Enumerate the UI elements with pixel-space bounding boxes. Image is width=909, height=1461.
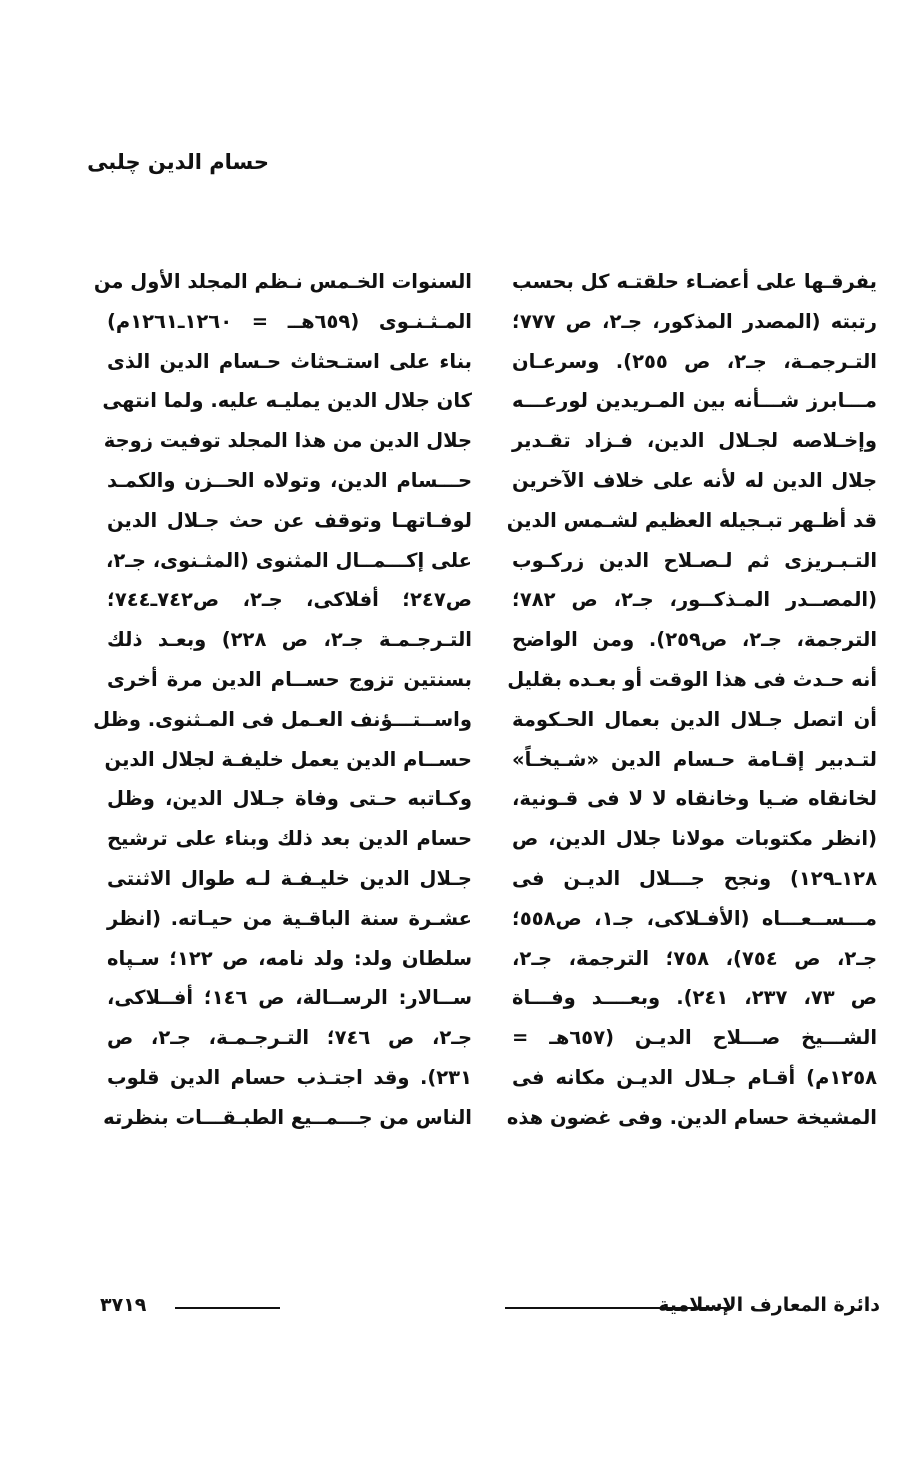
text-line: لوفـاتهـا وتوقف عن حث جـلال الدين [107, 508, 472, 532]
page-number: ٣٧١٩ [100, 1294, 147, 1316]
text-line: السنوات الخـمس نـظم المجلد الأول من [93, 270, 472, 293]
text-line: لتـدبير إقـامة حـسام الدين «شـيخـاً» [512, 747, 877, 771]
text-line: بناء على استـحثاث حـسام الدين الذى [107, 349, 472, 373]
text-line: (المصــدر المـذكــور، جـ٢، ص ٧٨٢؛ [512, 588, 878, 612]
text-line: المشيخة حسام الدين. وفى غضون هذه [506, 1105, 877, 1129]
text-line: (انظر مكتوبات مولانا جلال الدين، ص [512, 827, 877, 851]
text-line: أنه حـدث فى هذا الوقت أو بعـده بقليل [507, 667, 877, 691]
text-line: عشـرة سنة الباقـية من حيـاته. (انظر [107, 906, 472, 930]
text-line: ١٢٨ـ١٢٩) ونجح جـــلال الديـن فى [512, 866, 877, 890]
text-column-left [93, 262, 473, 1138]
text-line: ٢٣١). وقد اجتـذب حسام الدين قلوب [107, 1065, 472, 1089]
text-line: يفرقـها على أعضـاء حلقتـه كل بحسب [512, 270, 877, 293]
text-line: وإخـلاصه لجـلال الدين، فـزاد تقـدير [512, 429, 877, 453]
text-line: وكـاتبه حـتى وفاة جـلال الدين، وظل [107, 787, 472, 811]
text-line: بسنتين تزوج حســام الدين مرة أخرى [107, 667, 472, 691]
text-line: حسام الدين بعد ذلك وبناء على ترشيح [107, 827, 472, 851]
text-line: جـلال الدين خليـفـة لـه طوال الاثنتى [107, 866, 472, 890]
text-line: كان جلال الدين يمليـه عليه. ولما انتهى [102, 389, 472, 413]
text-line: جلال الدين له لأنه على خلاف الآخرين [512, 468, 877, 492]
text-line: لخانقاه ضـيا وخانقاه لا لا فى قـونية، [512, 787, 877, 811]
text-line: ســالار: الرســالة، ص ١٤٦؛ أفــلاكى، [107, 986, 472, 1010]
text-line: على إكـــمــال المثنوى (المثـنوى، جـ٢، [105, 548, 472, 572]
text-line: الترجمة، جـ٢، ص٢٥٩). ومن الواضح [512, 628, 877, 652]
text-line: التـرجمـة، جـ٢، ص ٢٥٥). وسرعـان [512, 349, 877, 373]
text-line: ١٢٥٨م) أقـام جـلال الديـن مكانه فى [512, 1065, 877, 1089]
text-line: سلطان ولد: ولد نامه، ص ١٢٢؛ سـپاه [107, 946, 472, 970]
text-line: جـ٢، ص ٧٤٦؛ التـرجـمـة، جـ٢، ص [107, 1026, 473, 1050]
text-line: ص ٧٣، ٢٣٧، ٢٤١). وبعــــد وفـــاة [512, 986, 877, 1010]
text-line: الناس من جـــمــيع الطبـقـــات بنظرته [103, 1105, 472, 1129]
text-line: رتبته (المصدر المذكور، جـ٢، ص ٧٧٧؛ [512, 309, 877, 333]
text-line: حـــسام الدين، وتولاه الحــزن والكمـد [107, 468, 472, 492]
text-line: جلال الدين من هذا المجلد توفيت زوجة [103, 429, 472, 453]
text-line: جـ٢، ص ٧٥٤)، ٧٥٨؛ الترجمة، جـ٢، [512, 946, 878, 970]
text-line: التـبـريزى ثم لـصـلاح الدين زركـوب [512, 548, 877, 572]
text-line: قد أظـهر تبـجيله العظيم لشـمس الدين [506, 508, 877, 532]
publication-title: دائرة المعارف الإسلامية [658, 1294, 880, 1316]
text-line: أن اتصل جـلال الدين بعمال الحـكومة [512, 707, 877, 731]
text-line: الشـــيخ صـــلاح الديـن (٦٥٧هـ = [512, 1026, 877, 1050]
text-line: واســتـــؤنف العـمل فى المـثنوى. وظل [93, 707, 472, 731]
text-line: المـثـنـوى (٦٥٩هــ = ١٢٦٠ـ١٢٦١م) [107, 309, 472, 333]
text-line: ص٢٤٧؛ أفلاكى، جـ٢، ص٧٤٢ـ٧٤٤؛ [107, 588, 472, 612]
text-line: مـــابرز شـــأنه بين المـريدين لورعـــه [512, 389, 877, 413]
footer-rule [175, 1307, 280, 1309]
text-line: مـــســعـــاه (الأفـلاكى، جـ١، ص٥٥٨؛ [512, 906, 877, 930]
text-line: حســام الدين يعمل خليفـة لجلال الدين [104, 747, 472, 771]
footer-rule [505, 1307, 730, 1309]
running-title: حسام الدين چلبى [87, 150, 269, 174]
text-line: التـرجـمـة جـ٢، ص ٢٢٨) وبعـد ذلك [107, 628, 472, 652]
page-footer [100, 1294, 880, 1320]
text-column-right [506, 262, 878, 1138]
